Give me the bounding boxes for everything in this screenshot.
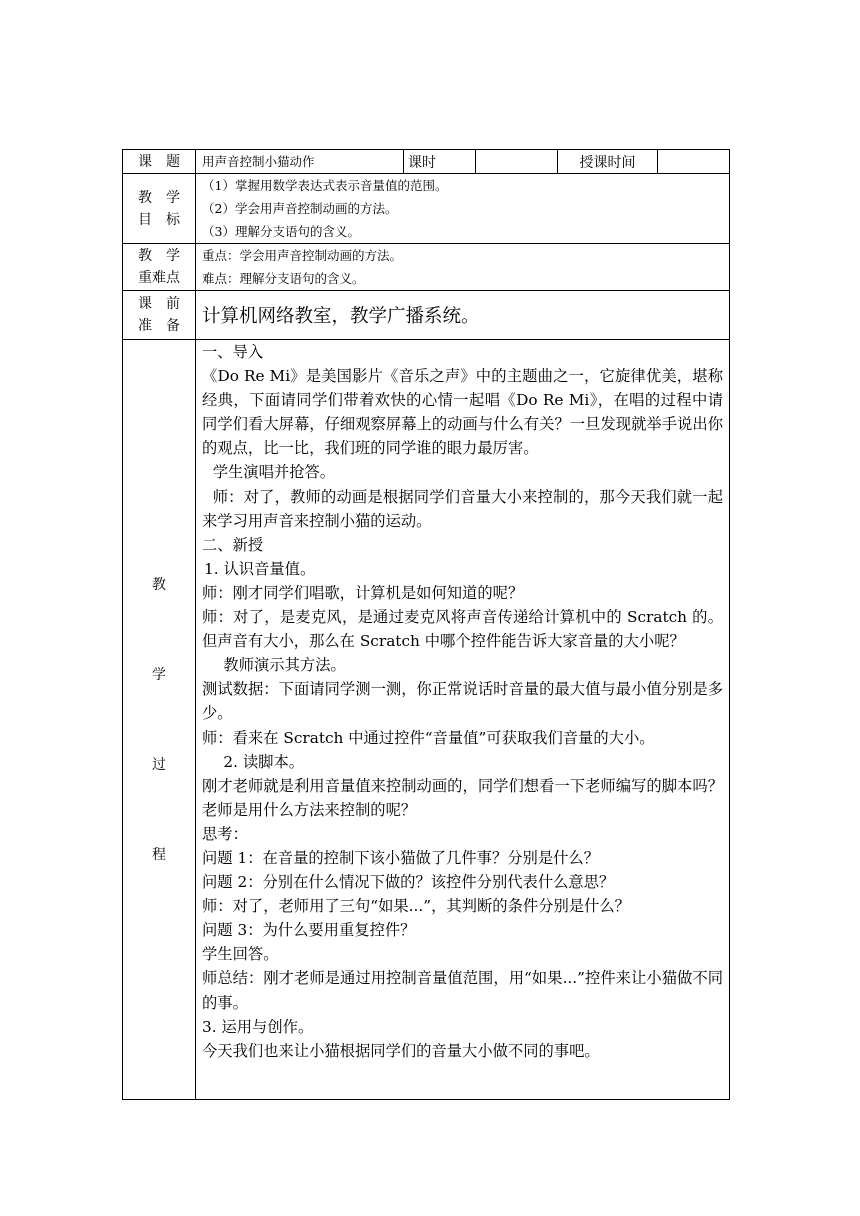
process-content	[196, 340, 730, 1100]
process-label-char: 过	[152, 756, 166, 773]
paragraph: 问题 3：为什么要用重复控件？	[202, 921, 416, 940]
goals-content	[196, 174, 730, 244]
paragraph: 师总结：刚才老师是通过用控制音量值范围，用“如果...”控件来让小猫做不同的事。	[202, 969, 723, 1012]
goals-label-line1: 教 学	[138, 189, 180, 206]
paragraph: 师：对了，是麦克风，是通过麦克风将声音传递给计算机中的 Scratch 的。但声音有大小，那么在 Scratch 中哪个控件能告诉大家音量的大小呢？	[202, 608, 723, 651]
process-label-char: 程	[152, 846, 166, 863]
paragraph: 问题 1：在音量的控制下该小猫做了几件事？分别是什么？	[202, 848, 600, 867]
paragraph: 《Do Re Mi》是美国影片《音乐之声》中的主题曲之一，它旋律优美，堪称经典，下面请同学们带着欢快的心情一起唱《Do Re Mi》，在唱的过程中请同学们看大屏幕，仔细观察屏幕上的动画与什么有关？一旦发现就举手说出你的观点，比一比，我们班的同学谁的眼力最厉害。	[202, 367, 723, 458]
key-points-row	[123, 244, 730, 291]
process-label-char: 学	[152, 666, 166, 683]
preparation-label-line1: 课 前	[138, 296, 180, 312]
period-label: 课时	[404, 150, 476, 174]
paragraph: 学生回答。	[202, 945, 279, 964]
paragraph: 问题 2：分别在什么情况下做的？该控件分别代表什么意思？	[202, 873, 615, 892]
period-value	[476, 150, 558, 174]
paragraph: 师：刚才同学们唱歌，计算机是如何知道的呢？	[202, 583, 524, 602]
time-label: 授课时间	[558, 150, 658, 174]
preparation-content: 计算机网络教室，教学广播系统。	[196, 291, 730, 340]
paragraph: 师：对了，老师用了三句“如果...”，其判断的条件分别是什么？	[202, 897, 630, 916]
key-points-label-line1: 教 学	[138, 248, 180, 264]
goal-item: （2）学会用声音控制动画的方法。	[202, 201, 398, 216]
goals-label-line2: 目 标	[138, 211, 180, 228]
key-point-item: 重点：学会用声音控制动画的方法。	[202, 248, 403, 263]
paragraph: 学生演唱并抢答。	[212, 463, 336, 482]
goals-row	[123, 174, 730, 244]
key-points-content	[196, 244, 730, 291]
preparation-row	[123, 291, 730, 340]
process-label	[123, 340, 196, 1100]
paragraph: 师：对了，教师的动画是根据同学们音量大小来控制的，那今天我们就一起来学习用声音来控制小猫的运动。	[202, 487, 723, 530]
paragraph: 师：看来在 Scratch 中通过控件“音量值”可获取我们音量的大小。	[202, 728, 655, 747]
paragraph: 测试数据：下面请同学测一测，你正常说话时音量的最大值与最小值分别是多少。	[202, 680, 723, 723]
key-point-item: 难点：理解分支语句的含义。	[202, 271, 365, 286]
goal-item: （3）理解分支语句的含义。	[202, 224, 360, 239]
section-heading: 二、新授	[202, 535, 264, 554]
section-heading: 一、导入	[202, 343, 264, 361]
subheading: 3. 运用与创作。	[202, 1017, 314, 1036]
lesson-plan-table	[122, 149, 730, 1100]
goal-item: （1）掌握用数学表达式表示音量值的范围。	[202, 178, 448, 193]
key-points-label-line2: 重难点	[138, 270, 180, 286]
paragraph: 今天我们也来让小猫根据同学们的音量大小做不同的事吧。	[202, 1041, 600, 1060]
paragraph: 刚才老师就是利用音量值来控制动画的，同学们想看一下老师编写的脚本吗？老师是用什么方法来控制的呢？	[202, 776, 723, 819]
topic-value: 用声音控制小猫动作	[196, 150, 404, 174]
time-value	[658, 150, 730, 174]
preparation-label-line2: 准 备	[138, 318, 180, 334]
process-label-char: 教	[152, 576, 166, 593]
subheading: 1. 认识音量值。	[204, 559, 316, 578]
paragraph: 教师演示其方法。	[223, 656, 346, 675]
header-row	[123, 150, 730, 174]
preparation-label	[123, 291, 196, 340]
process-row	[123, 340, 730, 1100]
subheading: 2. 读脚本。	[223, 752, 305, 771]
topic-label: 课 题	[123, 150, 196, 174]
key-points-label	[123, 244, 196, 291]
paragraph: 思考：	[202, 824, 248, 843]
goals-label	[123, 174, 196, 244]
